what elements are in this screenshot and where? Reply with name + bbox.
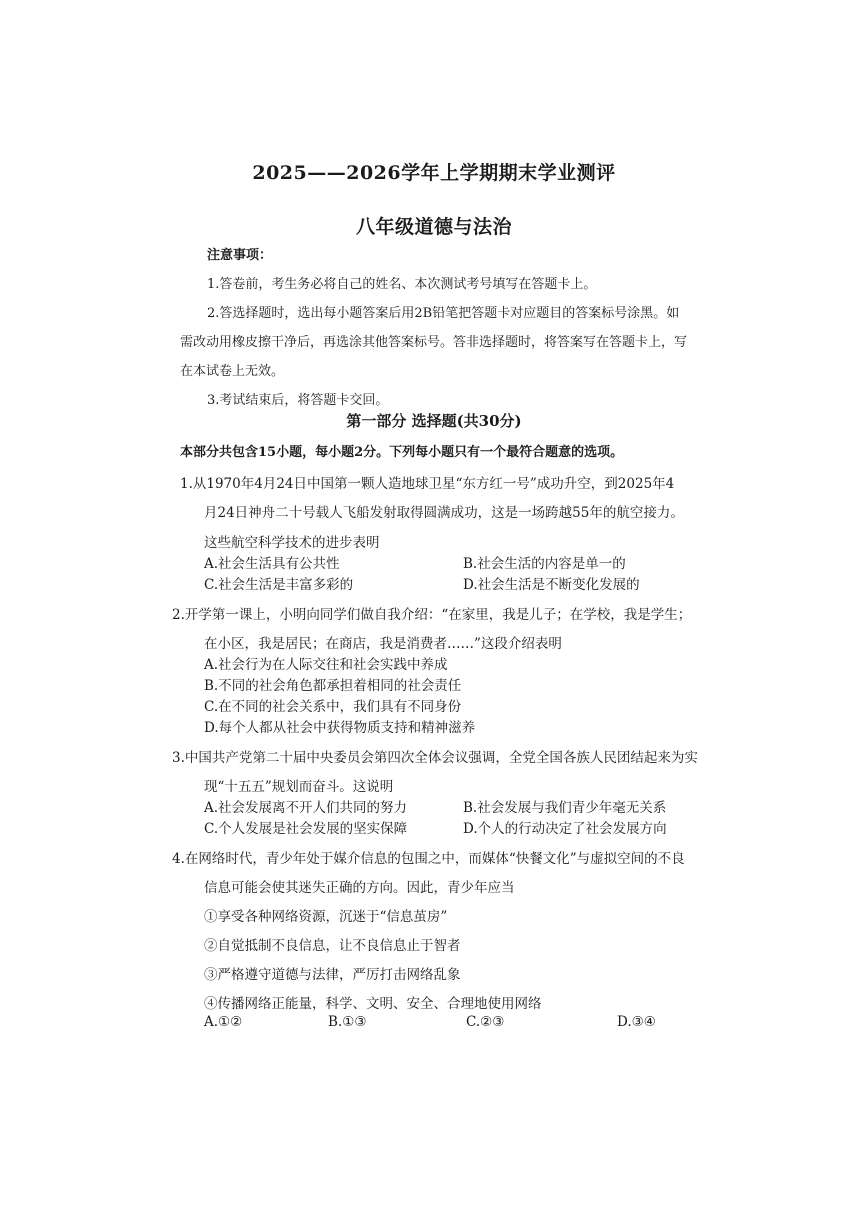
question-1-option-d[interactable]: D.社会生活是不断变化发展的 bbox=[463, 577, 640, 593]
question-1-line-3: 这些航空科学技术的进步表明 bbox=[204, 535, 380, 551]
exam-title: 2025——2026学年上学期期末学业测评 bbox=[252, 162, 616, 184]
question-2-option-a[interactable]: A.社会行为在人际交往和社会实践中养成 bbox=[204, 657, 448, 673]
part1-heading: 第一部分 选择题(共30分) bbox=[346, 412, 522, 430]
notes-item-2-line-2: 需改动用橡皮擦干净后，再选涂其他答案标号。答非选择题时，将答案写在答题卡上，写 bbox=[180, 335, 688, 350]
notes-item-2-line-1: 2.答选择题时，选出每小题答案后用2B铅笔把答题卡对应题目的答案标号涂黑。如 bbox=[207, 306, 680, 321]
question-4-item-3: ③严格遵守道德与法律，严厉打击网络乱象 bbox=[204, 967, 461, 983]
notes-item-1: 1.答卷前，考生务必将自己的姓名、本次测试考号填写在答题卡上。 bbox=[207, 277, 597, 292]
question-1-option-b[interactable]: B.社会生活的内容是单一的 bbox=[463, 556, 626, 572]
question-1-line-2: 月24日神舟二十号载人飞船发射取得圆满成功，这是一场跨越55年的航空接力。 bbox=[204, 505, 684, 521]
question-2-line-1: 2.开学第一课上，小明向同学们做自我介绍：“在家里，我是儿子；在学校，我是学生； bbox=[172, 607, 692, 623]
question-1-line-1: 1.从1970年4月24日中国第一颗人造地球卫星“东方红一号”成功升空，到2025年4 bbox=[180, 476, 675, 492]
notes-item-2-line-3: 在本试卷上无效。 bbox=[180, 364, 285, 379]
question-4-option-a[interactable]: A.①② bbox=[204, 1014, 243, 1030]
question-3-option-a[interactable]: A.社会发展离不开人们共同的努力 bbox=[204, 800, 408, 816]
question-4-line-2: 信息可能会使其迷失正确的方向。因此，青少年应当 bbox=[204, 880, 515, 896]
notes-heading: 注意事项： bbox=[207, 248, 273, 263]
question-3-option-c[interactable]: C.个人发展是社会发展的坚实保障 bbox=[204, 821, 408, 837]
question-3-line-1: 3.中国共产党第二十届中央委员会第四次全体会议强调，全党全国各族人民团结起来为实 bbox=[172, 750, 698, 766]
question-4-option-d[interactable]: D.③④ bbox=[617, 1014, 656, 1030]
exam-subtitle: 八年级道德与法治 bbox=[355, 216, 512, 238]
question-4-line-1: 4.在网络时代，青少年处于媒介信息的包围之中，而媒体“快餐文化”与虚拟空间的不良 bbox=[172, 851, 685, 867]
question-4-option-b[interactable]: B.①③ bbox=[328, 1014, 367, 1030]
question-4-option-c[interactable]: C.②③ bbox=[466, 1014, 505, 1030]
question-4-item-4: ④传播网络正能量，科学、文明、安全、合理地使用网络 bbox=[204, 996, 542, 1012]
question-2-option-c[interactable]: C.在不同的社会关系中，我们具有不同身份 bbox=[204, 699, 462, 715]
question-3-line-2: 现“十五五”规划而奋斗。这说明 bbox=[204, 779, 394, 795]
notes-item-3: 3.考试结束后，将答题卡交回。 bbox=[207, 393, 389, 408]
question-4-item-2: ②自觉抵制不良信息，让不良信息止于智者 bbox=[204, 938, 461, 954]
question-2-line-2: 在小区，我是居民；在商店，我是消费者……”这段介绍表明 bbox=[204, 636, 562, 652]
question-4-item-1: ①享受各种网络资源，沉迷于“信息茧房” bbox=[204, 909, 448, 925]
question-3-option-d[interactable]: D.个人的行动决定了社会发展方向 bbox=[463, 821, 667, 837]
question-3-option-b[interactable]: B.社会发展与我们青少年毫无关系 bbox=[463, 800, 667, 816]
question-1-option-c[interactable]: C.社会生活是丰富多彩的 bbox=[204, 577, 354, 593]
question-2-option-d[interactable]: D.每个人都从社会中获得物质支持和精神滋养 bbox=[204, 720, 476, 736]
question-2-option-b[interactable]: B.不同的社会角色都承担着相同的社会责任 bbox=[204, 678, 462, 694]
part1-intro: 本部分共包含15小题，每小题2分。下列每小题只有一个最符合题意的选项。 bbox=[180, 445, 624, 460]
question-1-option-a[interactable]: A.社会生活具有公共性 bbox=[204, 556, 340, 572]
